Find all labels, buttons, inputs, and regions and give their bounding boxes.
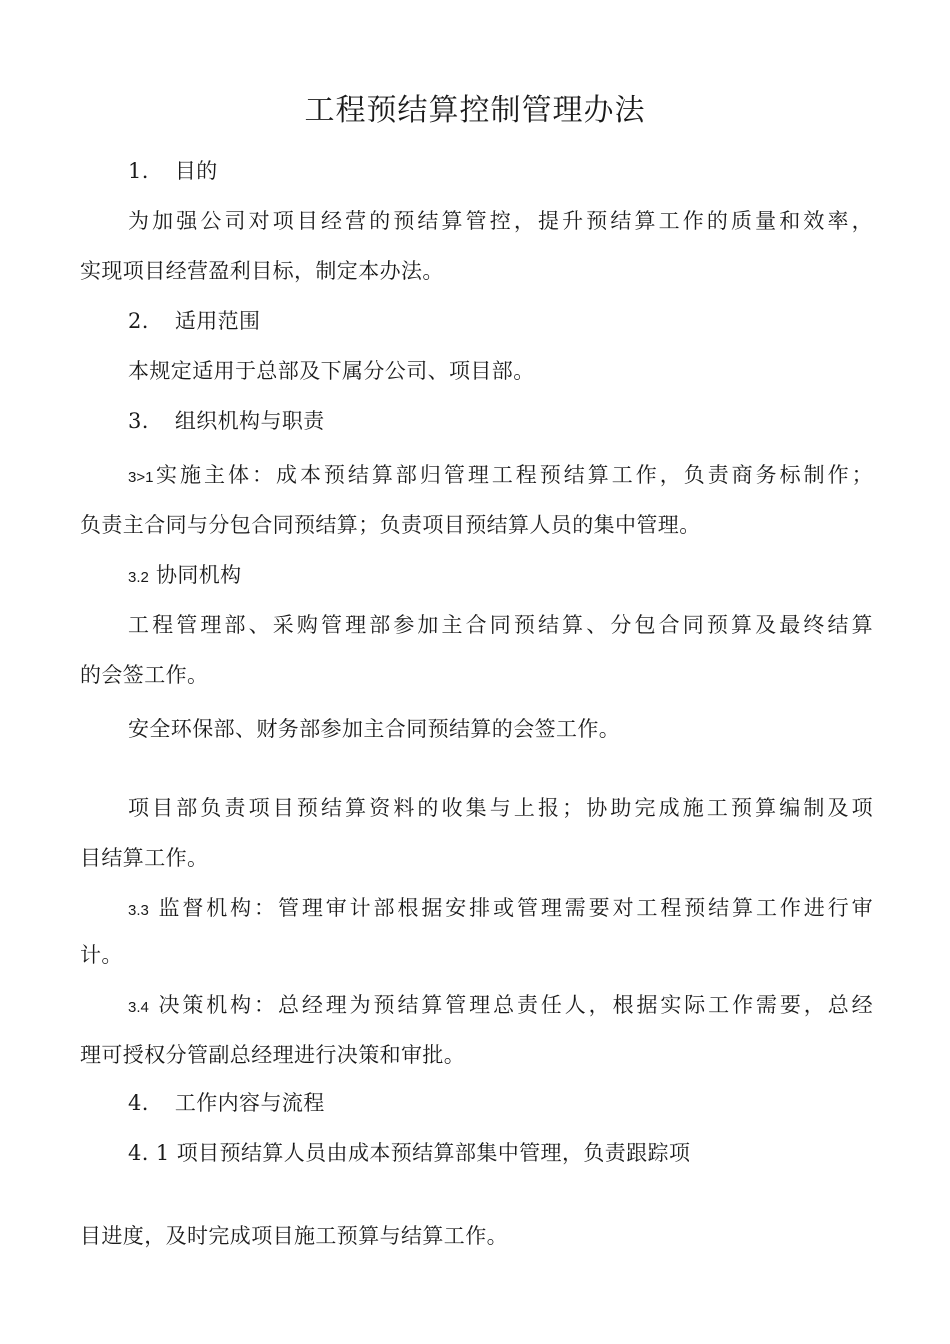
section-2-heading bbox=[128, 307, 260, 335]
subsection-text: 决策机构：总经理为预结算管理总责任人，根据实际工作需要，总经 bbox=[158, 993, 873, 1017]
subsection-text: 实施主体：成本预结算部归管理工程预结算工作，负责商务标制作； bbox=[153, 463, 873, 487]
paragraph-line: 安全环保部、财务部参加主合同预结算的会签工作。 bbox=[128, 717, 621, 741]
paragraph-line: 的会签工作。 bbox=[80, 663, 209, 687]
section-number: 2. bbox=[128, 309, 149, 333]
section-title: 适用范围 bbox=[174, 309, 261, 333]
subsection-number: 3.4 bbox=[128, 999, 149, 1016]
paragraph-line: 负责主合同与分包合同预结算；负责项目预结算人员的集中管理。 bbox=[80, 513, 701, 537]
paragraph-line: 目进度，及时完成项目施工预算与结算工作。 bbox=[80, 1224, 508, 1248]
subsection-number: 3.3 bbox=[128, 902, 149, 919]
paragraph-line: 理可授权分管副总经理进行决策和审批。 bbox=[80, 1043, 466, 1067]
subsection-3-2-heading bbox=[128, 561, 242, 592]
section-number: 1. bbox=[128, 159, 149, 183]
paragraph-line: 目结算工作。 bbox=[80, 846, 209, 870]
subsection-3-1-line bbox=[128, 461, 873, 492]
section-3-heading bbox=[128, 407, 325, 435]
subsection-number: 3>1 bbox=[128, 469, 154, 486]
section-number: 4. bbox=[128, 1091, 149, 1115]
section-title: 目的 bbox=[174, 159, 218, 183]
subsection-number: 3.2 bbox=[128, 569, 149, 586]
section-number: 3. bbox=[128, 409, 149, 433]
section-4-heading bbox=[128, 1089, 325, 1117]
paragraph-line: 项目部负责项目预结算资料的收集与上报；协助完成施工预算编制及项 bbox=[128, 796, 873, 820]
paragraph-line: 实现项目经营盈利目标，制定本办法。 bbox=[80, 259, 444, 283]
paragraph-line: 计。 bbox=[80, 943, 123, 967]
section-title: 工作内容与流程 bbox=[174, 1091, 325, 1115]
paragraph-line: 4. 1 项目预结算人员由成本预结算部集中管理，负责跟踪项 bbox=[128, 1141, 691, 1165]
document-title: 工程预结算控制管理办法 bbox=[304, 93, 646, 128]
paragraph-line: 工程管理部、采购管理部参加主合同预结算、分包合同预算及最终结算 bbox=[128, 613, 873, 637]
section-title: 组织机构与职责 bbox=[174, 409, 325, 433]
subsection-3-4-line bbox=[128, 991, 873, 1022]
section-1-heading bbox=[128, 157, 218, 185]
paragraph-line: 本规定适用于总部及下属分公司、项目部。 bbox=[128, 359, 535, 383]
paragraph-line: 为加强公司对项目经营的预结算管控，提升预结算工作的质量和效率， bbox=[128, 209, 873, 233]
subsection-title: 协同机构 bbox=[155, 563, 242, 587]
subsection-3-3-line bbox=[128, 894, 873, 925]
subsection-text: 监督机构：管理审计部根据安排或管理需要对工程预结算工作进行审 bbox=[158, 896, 873, 920]
